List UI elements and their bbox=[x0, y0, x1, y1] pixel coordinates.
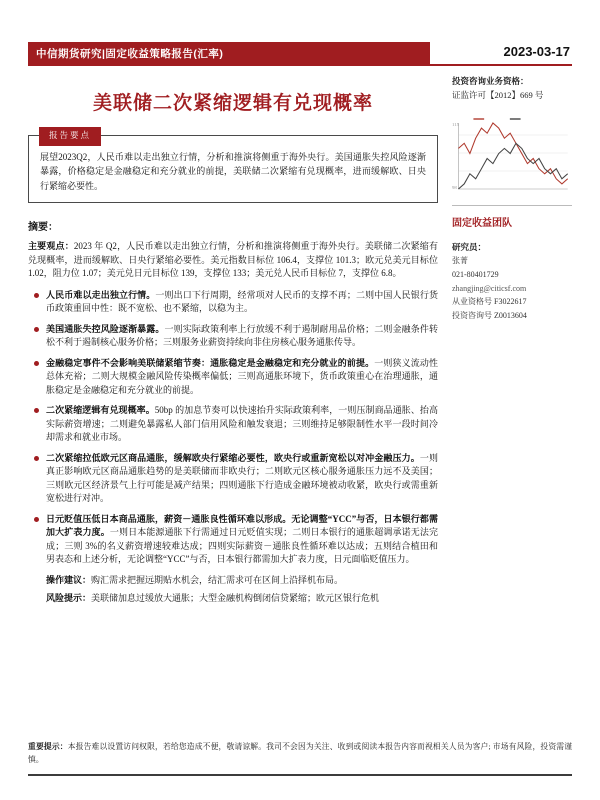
bullet-title: 二次紧缩拉低欧元区商品通胀，缓解欧央行紧缩必要性，欧央行或重新宽松以对冲金融压力。 bbox=[46, 452, 420, 463]
researcher-label: 研究员： bbox=[452, 241, 487, 252]
qualification-label: 投资咨询业务资格： bbox=[452, 76, 529, 86]
bullet-item bbox=[34, 323, 438, 350]
footer-disclaimer bbox=[28, 735, 572, 776]
bullet-list bbox=[34, 289, 438, 574]
bullet-item bbox=[34, 513, 438, 567]
researcher-name: 张菁 bbox=[452, 256, 468, 266]
risk-text: 美联储加息过缓放大通胀；大型金融机构倒闭信贷紧缩；欧元区银行危机 bbox=[91, 593, 380, 604]
bullet-body: 一则真正影响欧元区商品通胀趋势的是美联储而非欧央行；二则欧元区核心服务通胀压力远不及美国；三则欧元区经济景气上行可能是减产结果；四则通胀下行造成金融环境被动收紧，欧央行或需重新宽松进行对冲。 bbox=[46, 452, 438, 504]
bullet-body: 一则日本能源通胀下行需通过日元贬值实现；二则日本银行的通胀超调承诺无法完成；三则 3%的名义薪资增速较难达成；四则实际薪资－通胀良性循环难以达成；五则结合植田和男表态和上述分析，无论调整“YCC”与否，日本银行都需加大扩表力度，日元面临贬值压力。 bbox=[46, 527, 438, 565]
bullet-title: 美国通胀失控风险逐渐暴露。 bbox=[46, 323, 165, 334]
main-content bbox=[28, 74, 572, 735]
left-column bbox=[28, 74, 438, 735]
bullet-item bbox=[34, 404, 438, 445]
bullet-title: 人民币难以走出独立行情。 bbox=[46, 289, 156, 300]
page-title: 美联储二次紧缩逻辑有兑现概率 bbox=[92, 93, 373, 114]
footer-label: 重要提示： bbox=[28, 742, 68, 752]
qualification-value: 证监许可【2012】669 号 bbox=[452, 90, 544, 101]
highlights-tab: 报告要点 bbox=[39, 127, 101, 146]
researcher-phone: 021-80401729 bbox=[452, 269, 499, 279]
viewpoint-label: 主要观点： bbox=[28, 241, 74, 252]
bullet-item bbox=[34, 357, 438, 398]
team-name: 固定收益团队 bbox=[452, 205, 572, 232]
researcher-email: zhangjing@citicsf.com bbox=[452, 283, 527, 293]
abstract-label: 摘要： bbox=[28, 222, 58, 234]
bullet-body: 一则出口下行周期，经常项对人民币的支撑不再；二则中国人民银行货币政策重回中性：既不宽松、也不紧缩，以稳为主。 bbox=[46, 289, 438, 314]
bullet-dot-icon bbox=[34, 456, 39, 461]
bullet-dot-icon bbox=[34, 408, 39, 413]
advice-line bbox=[46, 574, 438, 588]
bullet-item bbox=[34, 289, 438, 316]
license-practice: 从业资格号 F3022617 bbox=[452, 297, 527, 307]
license-advisory: 投资咨询号 Z0013604 bbox=[452, 310, 527, 320]
footer-text: 本报告难以设置访问权限，若给您造成不便，敬请谅解。我司不会因为关注、收到或阅读本报告内容而视相关人员为客户; 市场有风险，投资需谨慎。 bbox=[28, 742, 573, 765]
bullet-title: 金融稳定事件不会影响美联储紧缩节奏：通胀稳定是金融稳定和充分就业的前提。 bbox=[46, 357, 375, 368]
report-header bbox=[28, 42, 572, 66]
bullet-item bbox=[34, 452, 438, 506]
sidebar bbox=[452, 74, 572, 735]
bullet-title: 二次紧缩逻辑有兑现概率。 bbox=[46, 405, 155, 416]
bullet-dot-icon bbox=[34, 327, 39, 332]
bullet-body: 一则狭义流动性总体充裕；二则大规模金融风险传染概率偏低；三则高通胀环境下，货币政策重心在治理通胀，通胀稳定是金融稳定和充分就业的前提。 bbox=[46, 357, 438, 395]
viewpoint-text: 2023 年 Q2，人民币难以走出独立行情，分析和推演将侧重于海外央行。美联储二次紧缩有兑现概率，进而缓解欧、日央行紧缩必要性。美元指数目标位 106.4，支撑位 101.3；欧元兑美元目标位 1.02，阻力位 1.07；美元兑日元目标位 139，支撑位 133；美元兑人民币目标位 7，支撑位 6.8。 bbox=[28, 241, 438, 279]
sidebar-chart bbox=[452, 115, 572, 197]
svg-text:115: 115 bbox=[452, 122, 460, 128]
bullet-body: 一则实际政策利率上行放缓不利于遏制耐用品价格；二则金融条件转松不利于遏制核心服务价格；三则服务业薪资持续向非住房核心服务通胀传导。 bbox=[46, 323, 438, 348]
viewpoint-paragraph bbox=[28, 240, 438, 281]
bullet-title: 日元贬值压低日本商品通胀，薪资－通胀良性循环难以形成。无论调整“YCC”与否，日本银行都需加大扩表力度。 bbox=[46, 513, 438, 538]
bullet-dot-icon bbox=[34, 361, 39, 366]
bullet-body: 50bp 的加息节奏可以快速抬升实际政策利率，一则压制商品通胀、抬高实际薪资增速；二则避免暴露私人部门信用风险和触发衰退；三则维持足够限制性水平一段时间冷却需求和就业市场。 bbox=[46, 405, 438, 443]
header-brand-bar: 中信期货研究|固定收益策略报告(汇率) bbox=[28, 42, 430, 66]
sidebar-chart-svg bbox=[452, 115, 572, 197]
highlights-text: 展望2023Q2，人民币难以走出独立行情，分析和推演将侧重于海外央行。美国通胀失控风险逐渐暴露，价格稳定是金融稳定和充分就业的前提，美联储二次紧缩有兑现概率，进而缓解欧、日央行紧缩必要性。 bbox=[40, 152, 426, 191]
qualification-block bbox=[452, 74, 572, 103]
highlights-box bbox=[28, 130, 438, 203]
bullet-dot-icon bbox=[34, 293, 39, 298]
report-date: 2023-03-17 bbox=[430, 44, 572, 66]
advice-label: 操作建议： bbox=[46, 574, 92, 585]
risk-line bbox=[46, 592, 438, 606]
svg-text:98: 98 bbox=[452, 185, 457, 191]
bullet-dot-icon bbox=[34, 517, 39, 522]
advice-text: 购汇需求把握远期贴水机会，结汇需求可在区间上沿择机布局。 bbox=[91, 574, 344, 585]
risk-label: 风险提示： bbox=[46, 593, 92, 604]
